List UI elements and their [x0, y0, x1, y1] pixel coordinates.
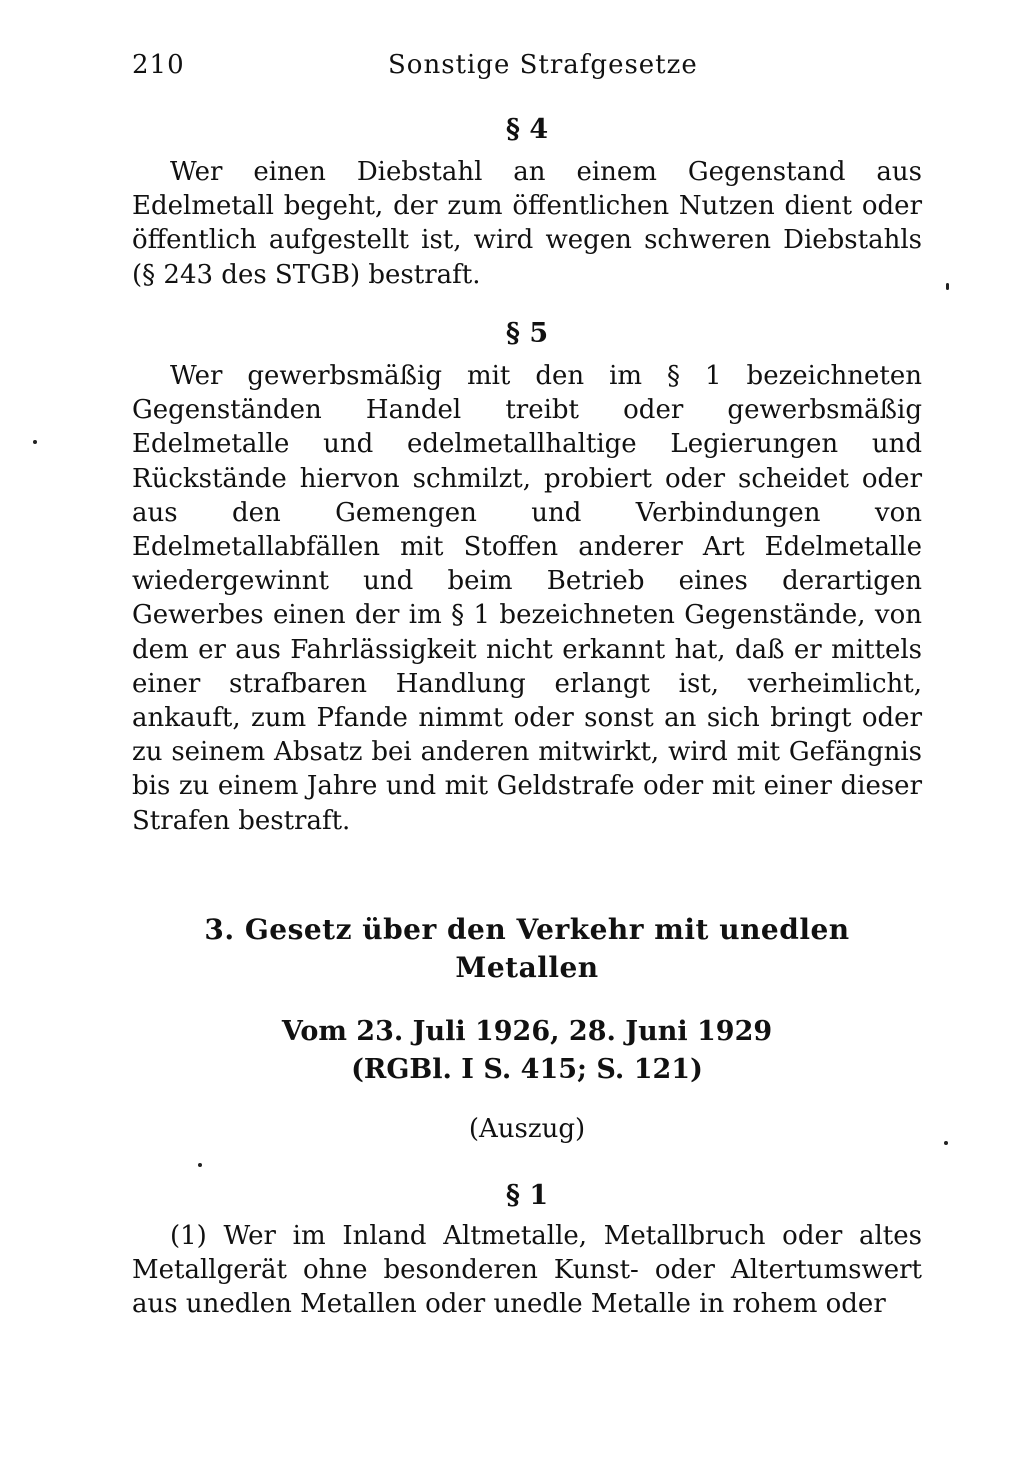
- running-title: Sonstige Strafgesetze: [388, 50, 698, 80]
- law-title-line2: Metallen: [455, 951, 599, 984]
- scan-speck: [946, 283, 949, 290]
- excerpt-label: (Auszug): [468, 1114, 586, 1144]
- scan-speck: [944, 1141, 948, 1145]
- scan-speck: [198, 1163, 202, 1167]
- page-number: 210: [132, 50, 185, 80]
- law-date-block: [132, 1013, 922, 1089]
- section-5-text: Wer gewerbsmäßig mit den im § 1 bezeichneten Gegenständen Handel treibt oder gewerbsmäßig Edelmetalle und edelmetallhaltige Legierungen und Rückstände hiervon schmilzt, probiert oder scheidet oder aus den Gemengen und Verbindungen von Edelmetallabfällen mit Stoffen anderer Art Edelmetalle wiedergewinnt und beim Betrieb eines derartigen Gewerbes einen der im § 1 bezeichneten Gegenstände, von dem er aus Fahrlässigkeit nicht erkannt hat, daß er mittels einer strafbaren Handlung erlangt ist, verheimlicht, ankauft, zum Pfande nimmt oder sonst an sich bringt oder zu seinem Absatz bei anderen mitwirkt, wird mit Gefängnis bis zu einem Jahre und mit Geldstrafe oder mit einer dieser Strafen bestraft.: [132, 361, 922, 836]
- law-source: (RGBl. I S. 415; S. 121): [351, 1054, 703, 1085]
- law-date: Vom 23. Juli 1926, 28. Juni 1929: [281, 1016, 773, 1047]
- running-head: [132, 50, 922, 90]
- section-sign-5: § 5: [505, 318, 549, 349]
- section-4-text: Wer einen Diebstahl an einem Gegenstand aus Edelmetall begeht, der zum öffentlichen Nutzen dient oder öffentlich aufgestellt ist, wird wegen schweren Diebstahls (§ 243 des STGB) bestraft.: [132, 157, 922, 290]
- law-title: [132, 911, 922, 987]
- scan-speck: [33, 440, 37, 444]
- law-title-line1: 3. Gesetz über den Verkehr mit unedlen: [204, 913, 850, 946]
- section-sign-4: § 4: [505, 114, 549, 145]
- section-1-text: (1) Wer im Inland Altmetalle, Metallbruch oder altes Metallgerät ohne besonderen Kunst- oder Altertumswert aus unedlen Metallen oder unedle Metalle in rohem oder: [132, 1221, 922, 1320]
- section-sign-1: § 1: [505, 1180, 549, 1211]
